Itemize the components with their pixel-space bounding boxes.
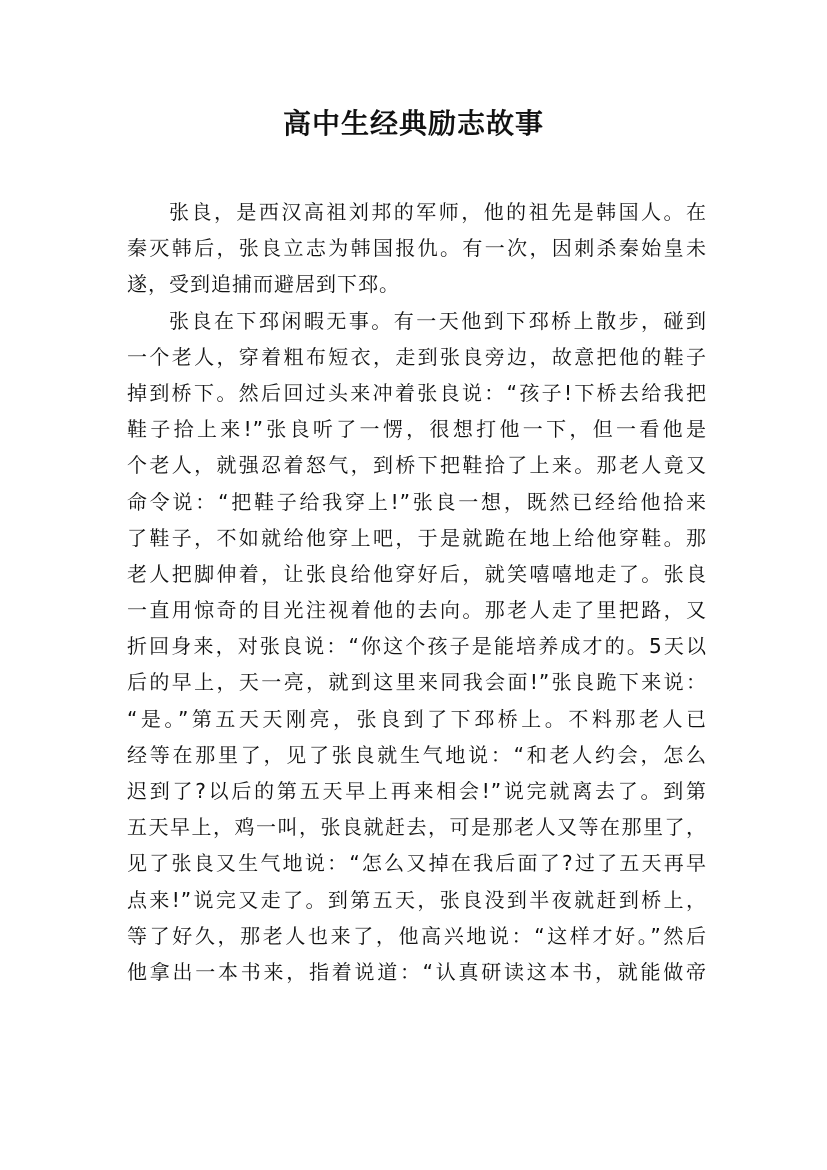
text-line: 老人把脚伸着，让张良给他穿好后，就笑嘻嘻地走了。张良: [127, 561, 707, 586]
text-line: 等了好久，那老人也来了，他高兴地说：“这样才好。”然后: [127, 923, 707, 948]
text-line: 一个老人，穿着粗布短衣，走到张良旁边，故意把他的鞋子: [127, 344, 707, 369]
text-line: 张良，是西汉高祖刘邦的军师，他的祖先是韩国人。在: [169, 200, 707, 224]
text-line: 命令说：“把鞋子给我穿上!”张良一想，既然已经给他拾来: [127, 489, 707, 514]
text-line: 见了张良又生气地说：“怎么又掉在我后面了?过了五天再早: [127, 851, 707, 876]
document-title: 高中生经典励志故事: [282, 107, 544, 140]
text-line: 张良在下邳闲暇无事。有一天他到下邳桥上散步，碰到: [169, 308, 707, 333]
paragraph-1: [127, 194, 707, 303]
text-line: 折回身来，对张良说：“你这个孩子是能培养成才的。5天以: [127, 634, 707, 659]
text-line: 他拿出一本书来，指着说道：“认真研读这本书，就能做帝: [127, 959, 707, 984]
text-line: 鞋子拾上来!”张良听了一愣，很想打他一下，但一看他是: [127, 417, 707, 442]
text-line: [127, 990, 707, 1026]
text-line: 经等在那里了，见了张良就生气地说：“和老人约会，怎么: [127, 742, 707, 767]
text-line: 一直用惊奇的目光注视着他的去向。那老人走了里把路，又: [127, 598, 707, 623]
text-line: 点来!”说完又走了。到第五天，张良没到半夜就赶到桥上，: [127, 887, 707, 912]
text-line: 后的早上，天一亮，就到这里来同我会面!”张良跪下来说：: [127, 670, 707, 695]
text-line: 迟到了?以后的第五天早上再来相会!”说完就离去了。到第: [127, 779, 707, 803]
text-line: 五天早上，鸡一叫，张良就赶去，可是那老人又等在那里了，: [127, 815, 707, 840]
text-line: 遂，受到追捕而避居到下邳。: [127, 272, 400, 297]
text-line: 掉到桥下。然后回过头来冲着张良说：“孩子!下桥去给我把: [127, 380, 707, 405]
text-line: 个老人，就强忍着怒气，到桥下把鞋拾了上来。那老人竟又: [127, 453, 707, 478]
document-body: [127, 194, 707, 1026]
paragraph-2: [127, 303, 707, 1027]
text-line: “是。”第五天天刚亮，张良到了下邳桥上。不料那老人已: [127, 706, 707, 731]
text-line: 了鞋子，不如就给他穿上吧，于是就跪在地上给他穿鞋。那: [127, 525, 707, 550]
text-line: 秦灭韩后，张良立志为韩国报仇。有一次，因刺杀秦始皇未: [127, 236, 707, 261]
